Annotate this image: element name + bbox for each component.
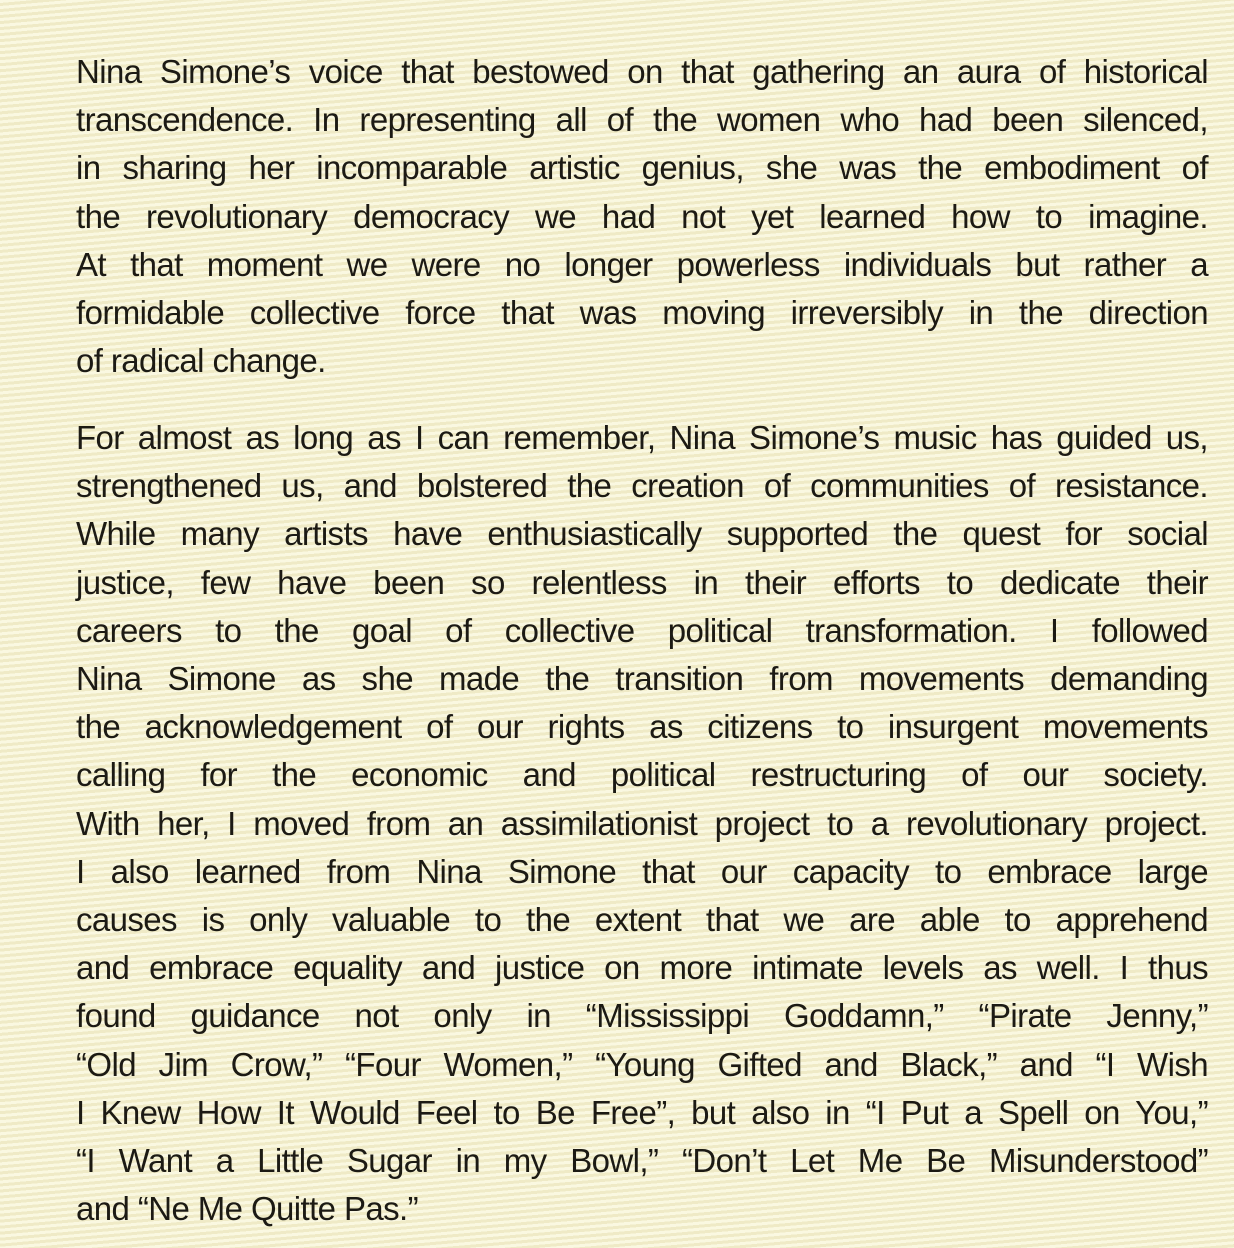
text-line: “Old Jim Crow,” “Four Women,” “Young Gifted and Black,” and “I Wish (76, 1045, 1208, 1083)
text-line: I Knew How It Would Feel to Be Free”, but also in “I Put a Spell on You,” (76, 1093, 1208, 1131)
text-line: of radical change. (76, 342, 326, 380)
paragraph-1 (76, 48, 1208, 385)
text-line: With her, I moved from an assimilationist project to a revolutionary project. (76, 804, 1208, 842)
text-line: Nina Simone’s voice that bestowed on that gathering an aura of historical (76, 53, 1208, 90)
text-line: calling for the economic and political restructuring of our society. (76, 756, 1208, 794)
text-line: the revolutionary democracy we had not yet learned how to imagine. (76, 197, 1208, 235)
text-line: I also learned from Nina Simone that our capacity to embrace large (76, 852, 1208, 890)
text-line: justice, few have been so relentless in their efforts to dedicate their (76, 563, 1208, 601)
text-line: strengthened us, and bolstered the creation of communities of resistance. (76, 467, 1208, 505)
text-line: found guidance not only in “Mississippi Goddamn,” “Pirate Jenny,” (76, 997, 1208, 1035)
text-line: At that moment we were no longer powerless individuals but rather a (76, 245, 1208, 283)
text-line: in sharing her incomparable artistic genius, she was the embodiment of (76, 149, 1208, 187)
text-line: Nina Simone as she made the transition from movements demanding (76, 660, 1208, 698)
text-line: While many artists have enthusiastically supported the quest for social (76, 515, 1208, 553)
text-line: For almost as long as I can remember, Nina Simone’s music has guided us, (76, 419, 1208, 456)
paragraph-2 (76, 414, 1208, 1233)
text-line: “I Want a Little Sugar in my Bowl,” “Don’t Let Me Be Misunderstood” (76, 1142, 1208, 1180)
text-line: the acknowledgement of our rights as citizens to insurgent movements (76, 708, 1208, 746)
text-line: and embrace equality and justice on more intimate levels as well. I thus (76, 949, 1208, 987)
text-line: causes is only valuable to the extent that we are able to apprehend (76, 901, 1208, 939)
text-line: and “Ne Me Quitte Pas.” (76, 1190, 419, 1228)
text-line: careers to the goal of collective political transformation. I followed (76, 611, 1208, 649)
text-line: transcendence. In representing all of the women who had been silenced, (76, 101, 1208, 139)
text-line: formidable collective force that was moving irreversibly in the direction (76, 294, 1208, 332)
